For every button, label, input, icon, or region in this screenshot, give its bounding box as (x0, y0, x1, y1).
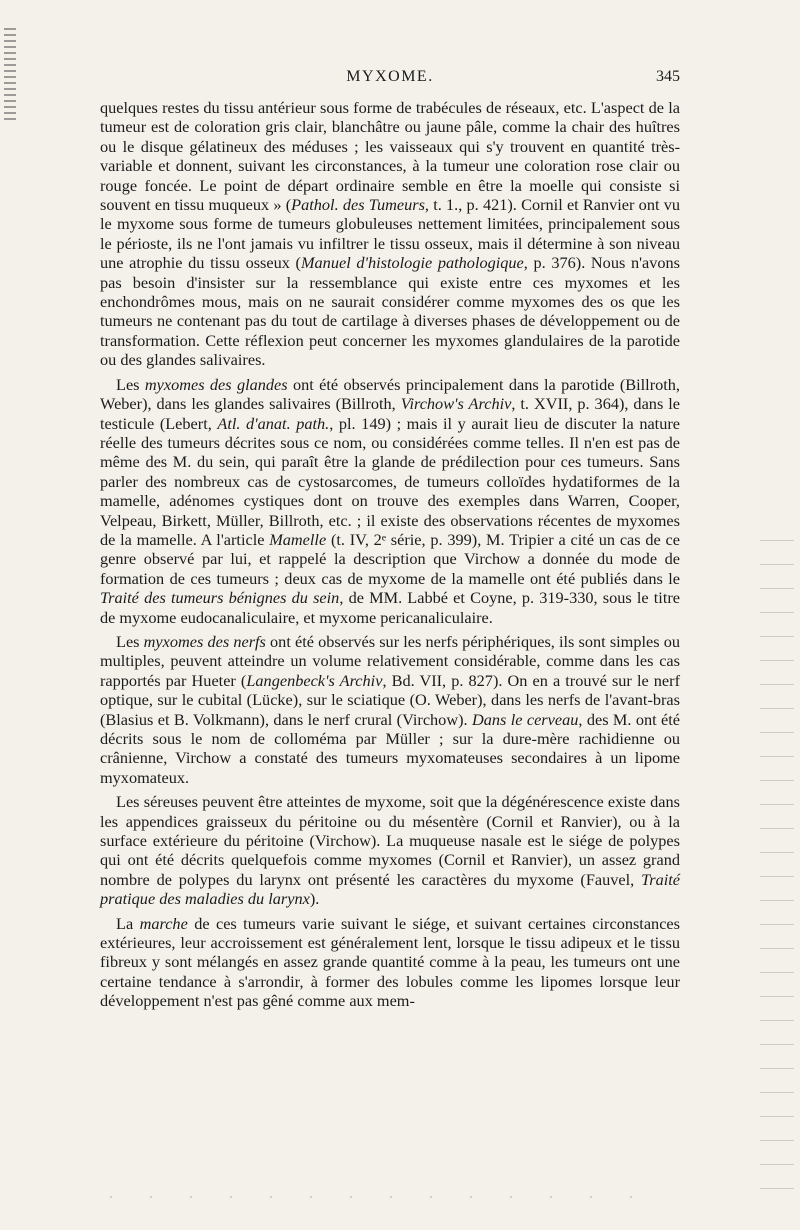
paragraph (100, 792, 680, 908)
running-title: MYXOME. (346, 68, 434, 85)
text-run: , pl. 149) ; mais il y aurait lieu de discuter la nature réelle des tumeurs décrites sous ce nom, ou considérées comme telles. Il n'en est pas de même des M. du sein, qui paraît être la glande de prédilection pour ces tumeurs. Sans parler des nombreux cas de cystosarcomes, de tumeurs colloïdes hydatiformes de la mamelle, adénomes cystiques dont on trouve des exemples dans Warren, Cooper, Velpeau, Birkett, Müller, Billroth, etc. ; il existe des observations récentes de myxomes de la mamelle. A l'article (100, 413, 680, 549)
text-run: , des M. ont été décrits sous le nom de colloméma par Müller ; sur la dure-mère rachidienne ou crânienne, Virchow a constaté des tumeurs myxomateuses secondaires à un lipome myxomateux. (100, 709, 680, 787)
text-run: quelques restes du tissu antérieur sous forme de trabécules de réseaux, etc. L'aspect de la tumeur est de coloration gris clair, blanchâtre ou jaune pâle, comme la chair des huîtres ou le disque gélatineux des méduses ; les vaisseaux qui s'y trouvent en quantité très-variable et donnent, suivant les circonstances, à la tumeur une coloration rose clair ou rouge foncée. Le point de départ ordinaire semble en être la moelle qui consiste si souvent en tissu muqueux » ( (100, 98, 680, 215)
italic-run: Langenbeck's Archiv (246, 670, 383, 690)
italic-run: Manuel d'histologie pathologique (300, 253, 524, 273)
text-run: , t. XVII, p. 364), dans le testicule (Lebert, (100, 394, 681, 433)
text-run: , p. 376). Nous n'avons pas besoin d'insister sur la ressemblance qui existe entre ces myxomes et les enchondrômes mous, mais on ne saurait considérer comme myxomes des os que les tumeurs ne contenant pas du tout de cartilage à diverses phases de développement ou de transformation. Cette réflexion peut concerner les myxomes glandulaires de la parotide ou des glandes salivaires. (100, 253, 680, 370)
text-run: (t. IV, 2ᵉ série, p. 399), M. Tripier a cité un cas de ce genre observé par lui, et rappelé la description que Virchow a donnée du mode de formation de ces tumeurs ; deux cas de myxome de la mamelle ont été publiés dans le (100, 529, 680, 588)
text-run: ont été observés sur les nerfs périphériques, ils sont simples ou multiples, peuvent atteindre un volume relativement considérable, comme dans les cas rapportés par Hueter ( (100, 631, 681, 690)
text-run: La (116, 913, 140, 933)
paragraph (100, 914, 680, 1011)
italic-run: myxomes des glandes (144, 374, 288, 394)
scan-edge-marks (4, 28, 16, 123)
scan-edge-marks (760, 540, 794, 1200)
text-run: Les séreuses peuvent être atteintes de myxome, soit que la dégénérescence existe dans les appendices graisseux du péritoine ou du mésentère (Cornil et Ranvier), ou à la surface extérieure du péritoine (Virchow). La muqueuse nasale est le siége de polypes qui ont été décrits quelquefois comme myxomes (Cornil et Ranvier), un assez grand nombre de polypes du larynx ont présenté les caractères du myxome (Fauvel, (100, 792, 680, 889)
text-run: de ces tumeurs varie suivant le siége, et suivant certaines circonstances extérieures, leur accroissement est généralement lent, lorsque le tissu adipeux et le tissu fibreux y sont mélangés en assez grande quantité comme à la peau, les tumeurs ont une certaine tendance à s'arrondir, à former des lobules comme les lipomes lorsque leur développement n'est pas gêné comme aux mem- (100, 913, 680, 1011)
italic-run: Pathol. des Tumeurs (291, 195, 425, 215)
text-run: Les (116, 631, 144, 651)
text-run: , Bd. VII, p. 827). On en a trouvé sur le nerf optique, sur le cubital (Lücke), sur le sciatique (O. Weber), dans les nerfs de l'avant-bras (Blasius et B. Volkmann), dans le nerf crural (Virchow). (100, 670, 680, 729)
italic-run: Virchow's Archiv (400, 394, 512, 414)
italic-run: myxomes des nerfs (143, 631, 266, 651)
italic-run: Atl. d'anat. path. (217, 413, 330, 433)
text-run: ). (309, 889, 320, 909)
italic-run: Dans le cerveau (471, 709, 579, 729)
scan-bottom-dust (110, 1196, 670, 1198)
italic-run: Traité pratique des maladies du larynx (100, 869, 680, 909)
paragraph (100, 98, 680, 370)
running-head (100, 68, 680, 90)
body-text (100, 98, 680, 1011)
text-run: , de MM. Labbé et Coyne, p. 319-330, sous le titre de myxome eudocanaliculaire, et myxome pericanaliculaire. (100, 588, 680, 627)
text-run: , t. 1., p. 421). Cornil et Ranvier ont vu le myxome sous forme de tumeurs globuleuses nettement limitées, principalement sous le périoste, ils ne l'ont jamais vu infiltrer le tissu osseux, mais il détermine à son niveau une atrophie du tissu osseux ( (100, 195, 680, 273)
paragraph (100, 375, 680, 627)
paragraph (100, 632, 680, 787)
text-run: ont été observés principalement dans la parotide (Billroth, Weber), dans les glandes salivaires (Billroth, (100, 374, 680, 414)
italic-run: marche (139, 913, 188, 933)
italic-run: Mamelle (269, 529, 327, 549)
page-number: 345 (656, 68, 680, 85)
text-run: Les (116, 374, 145, 394)
italic-run: Traité des tumeurs bénignes du sein (100, 588, 340, 608)
